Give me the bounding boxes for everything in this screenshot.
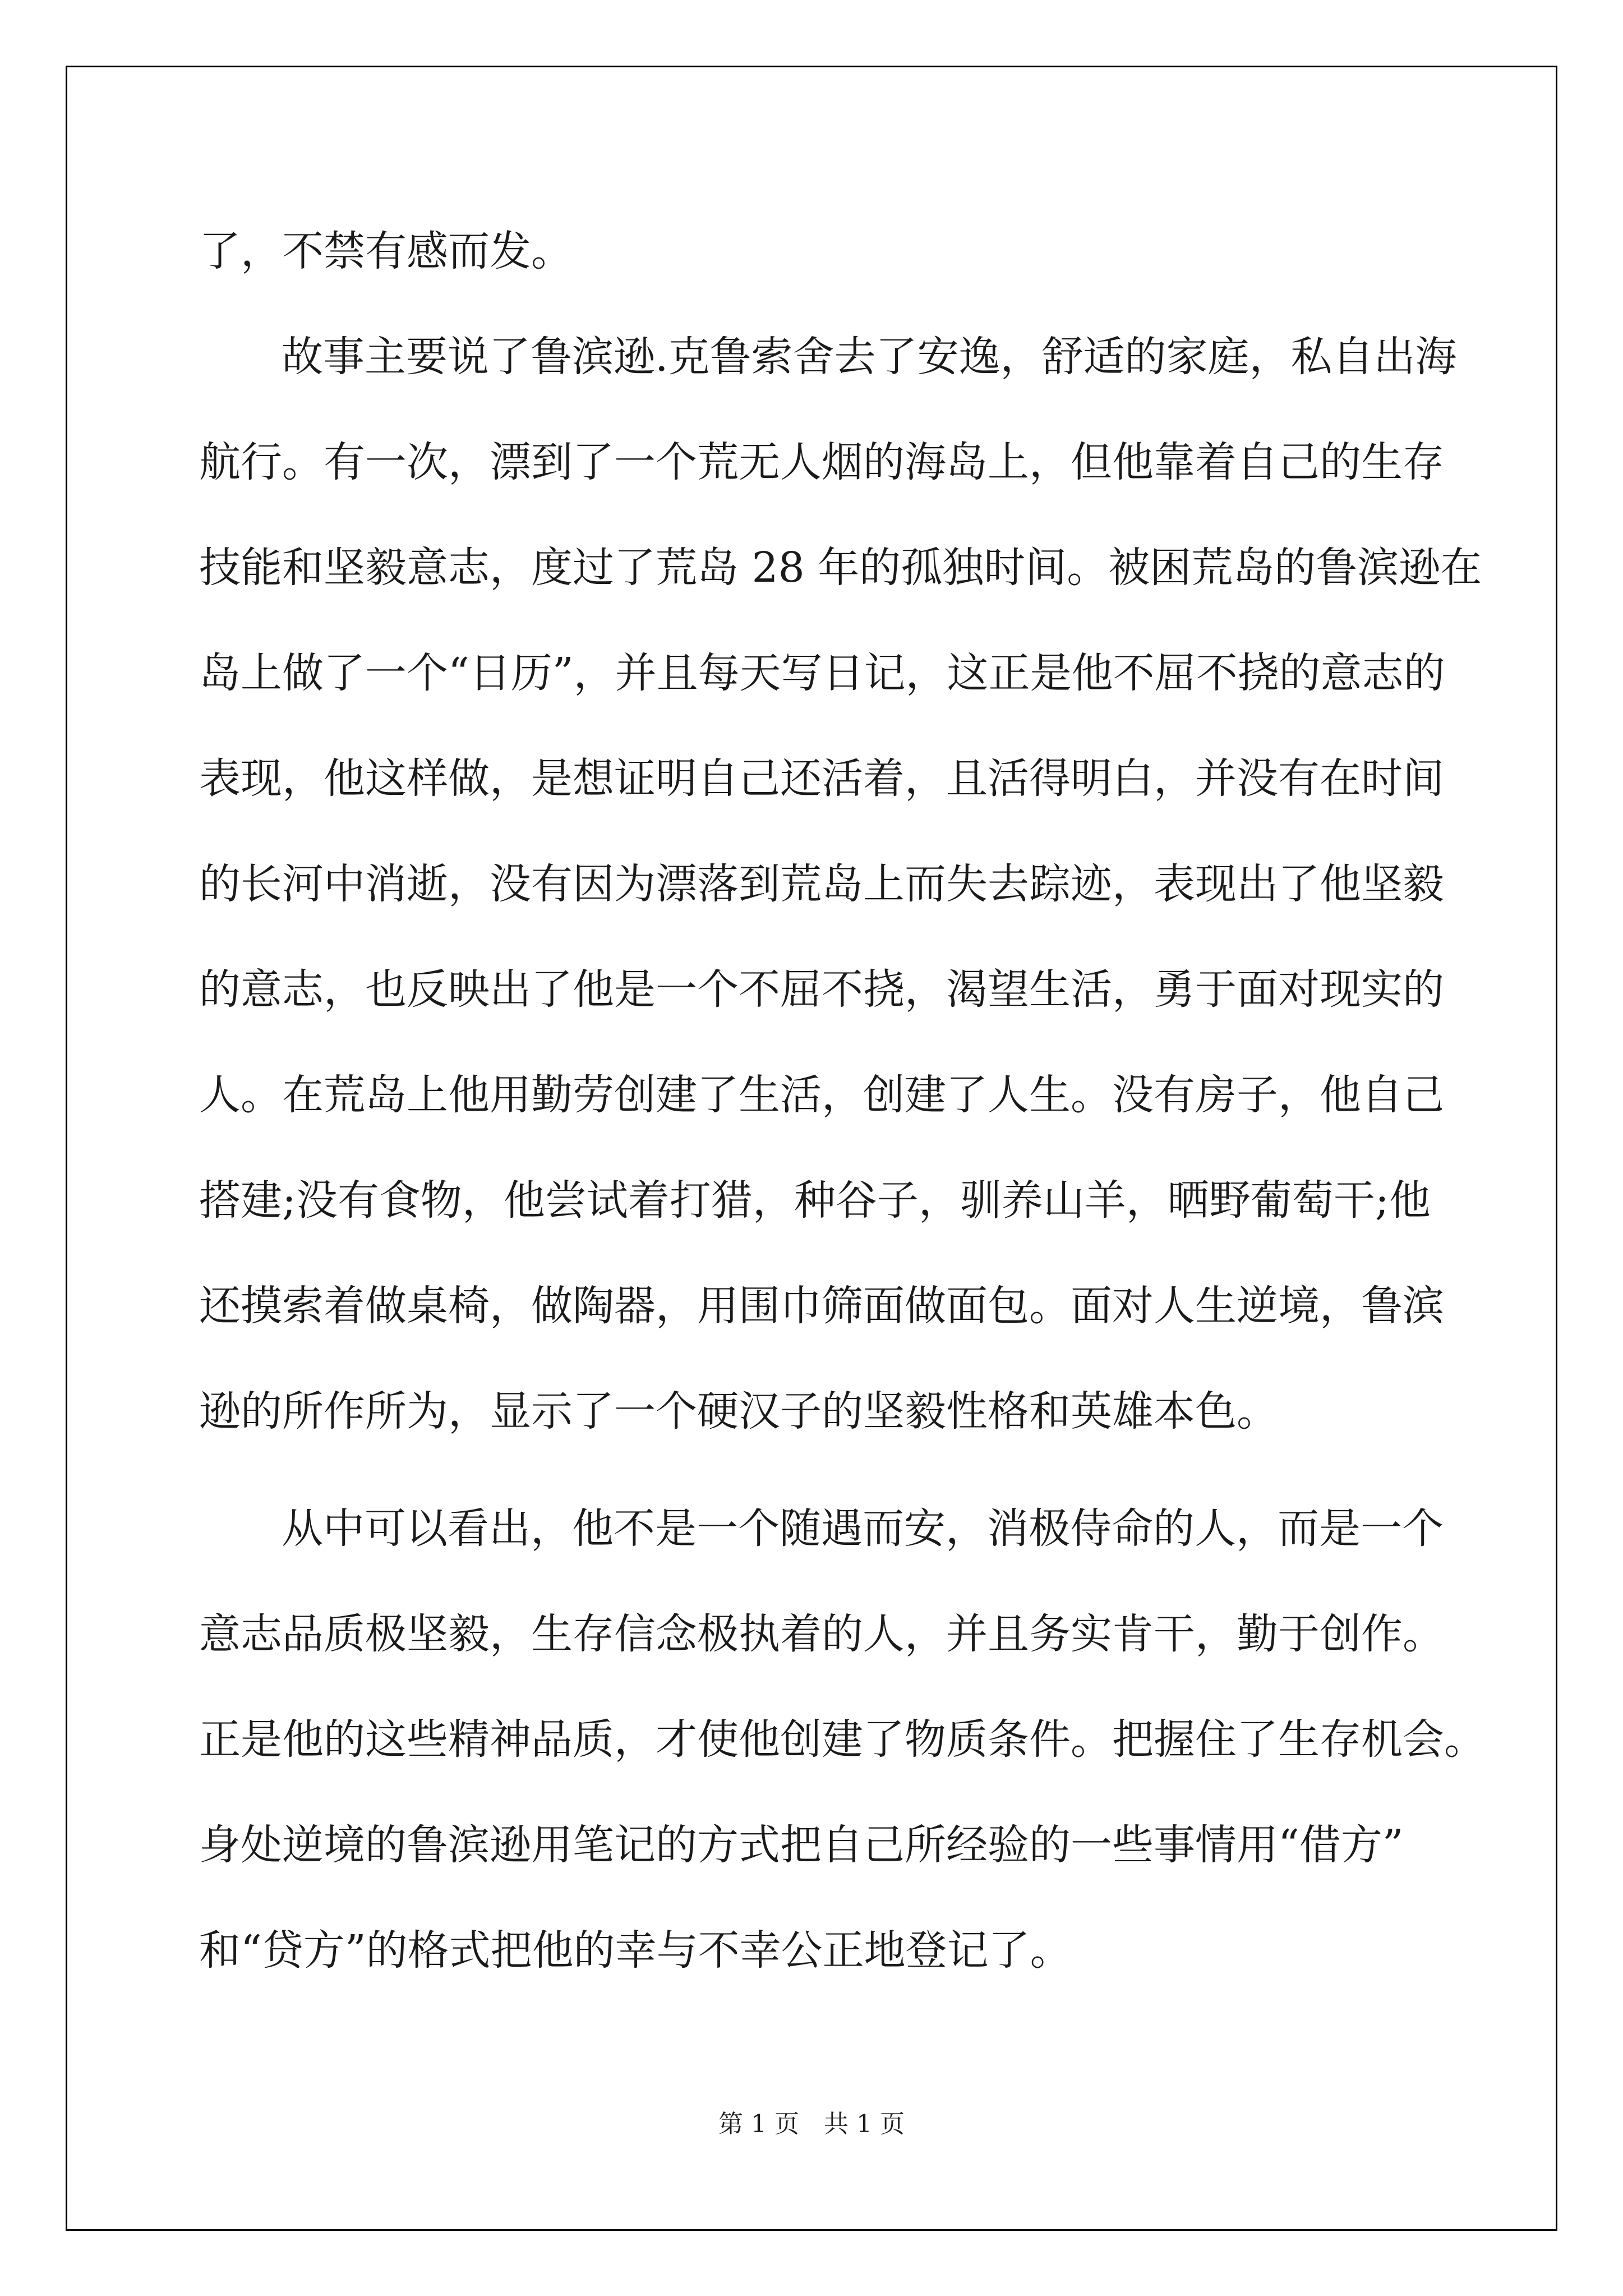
text-line: 的长河中消逝，没有因为漂落到荒岛上而失去踪迹，表现出了他坚毅 bbox=[199, 860, 1444, 908]
text-line: 和“贷方”的格式把他的幸与不幸公正地登记了。 bbox=[199, 1926, 1072, 1975]
text-line: 技能和坚毅意志，度过了荒岛 28 年的孤独时间。被困荒岛的鲁滨逊在 bbox=[199, 544, 1482, 592]
text-line: 人。在荒岛上他用勤劳创建了生活，创建了人生。没有房子，他自己 bbox=[199, 1071, 1444, 1119]
paragraph-start-line: 故事主要说了鲁滨逊.克鲁索舍去了安逸，舒适的家庭，私自出海 bbox=[282, 333, 1457, 381]
text-line: 了，不禁有感而发。 bbox=[199, 227, 573, 275]
text-line: 正是他的这些精神品质，才使他创建了物质条件。把握住了生存机会。 bbox=[199, 1715, 1486, 1764]
text-line: 身处逆境的鲁滨逊用笔记的方式把自己所经验的一些事情用“借方” bbox=[199, 1821, 1404, 1869]
text-line: 逊的所作所为，显示了一个硬汉子的坚毅性格和英雄本色。 bbox=[199, 1387, 1278, 1435]
text-line: 岛上做了一个“日历”，并且每天写日记，这正是他不屈不挠的意志的 bbox=[199, 649, 1445, 697]
text-line: 还摸索着做桌椅，做陶器，用围巾筛面做面包。面对人生逆境，鲁滨 bbox=[199, 1282, 1444, 1330]
text-line: 的意志，也反映出了他是一个不屈不挠，渴望生活，勇于面对现实的 bbox=[199, 965, 1444, 1014]
text-line: 意志品质极坚毅，生存信念极执着的人，并且务实肯干，勤于创作。 bbox=[199, 1610, 1444, 1658]
text-line: 搭建;没有食物，他尝试着打猎，种谷子，驯养山羊，晒野葡萄干;他 bbox=[199, 1176, 1431, 1225]
text-line: 航行。有一次，漂到了一个荒无人烟的海岛上，但他靠着自己的生存 bbox=[199, 438, 1444, 486]
text-line: 表现，他这样做，是想证明自己还活着，且活得明白，并没有在时间 bbox=[199, 754, 1444, 803]
paragraph-start-line: 从中可以看出，他不是一个随遇而安，消极侍命的人，而是一个 bbox=[282, 1504, 1444, 1553]
page-number-footer: 第 1 页 共 1 页 bbox=[718, 2110, 905, 2138]
